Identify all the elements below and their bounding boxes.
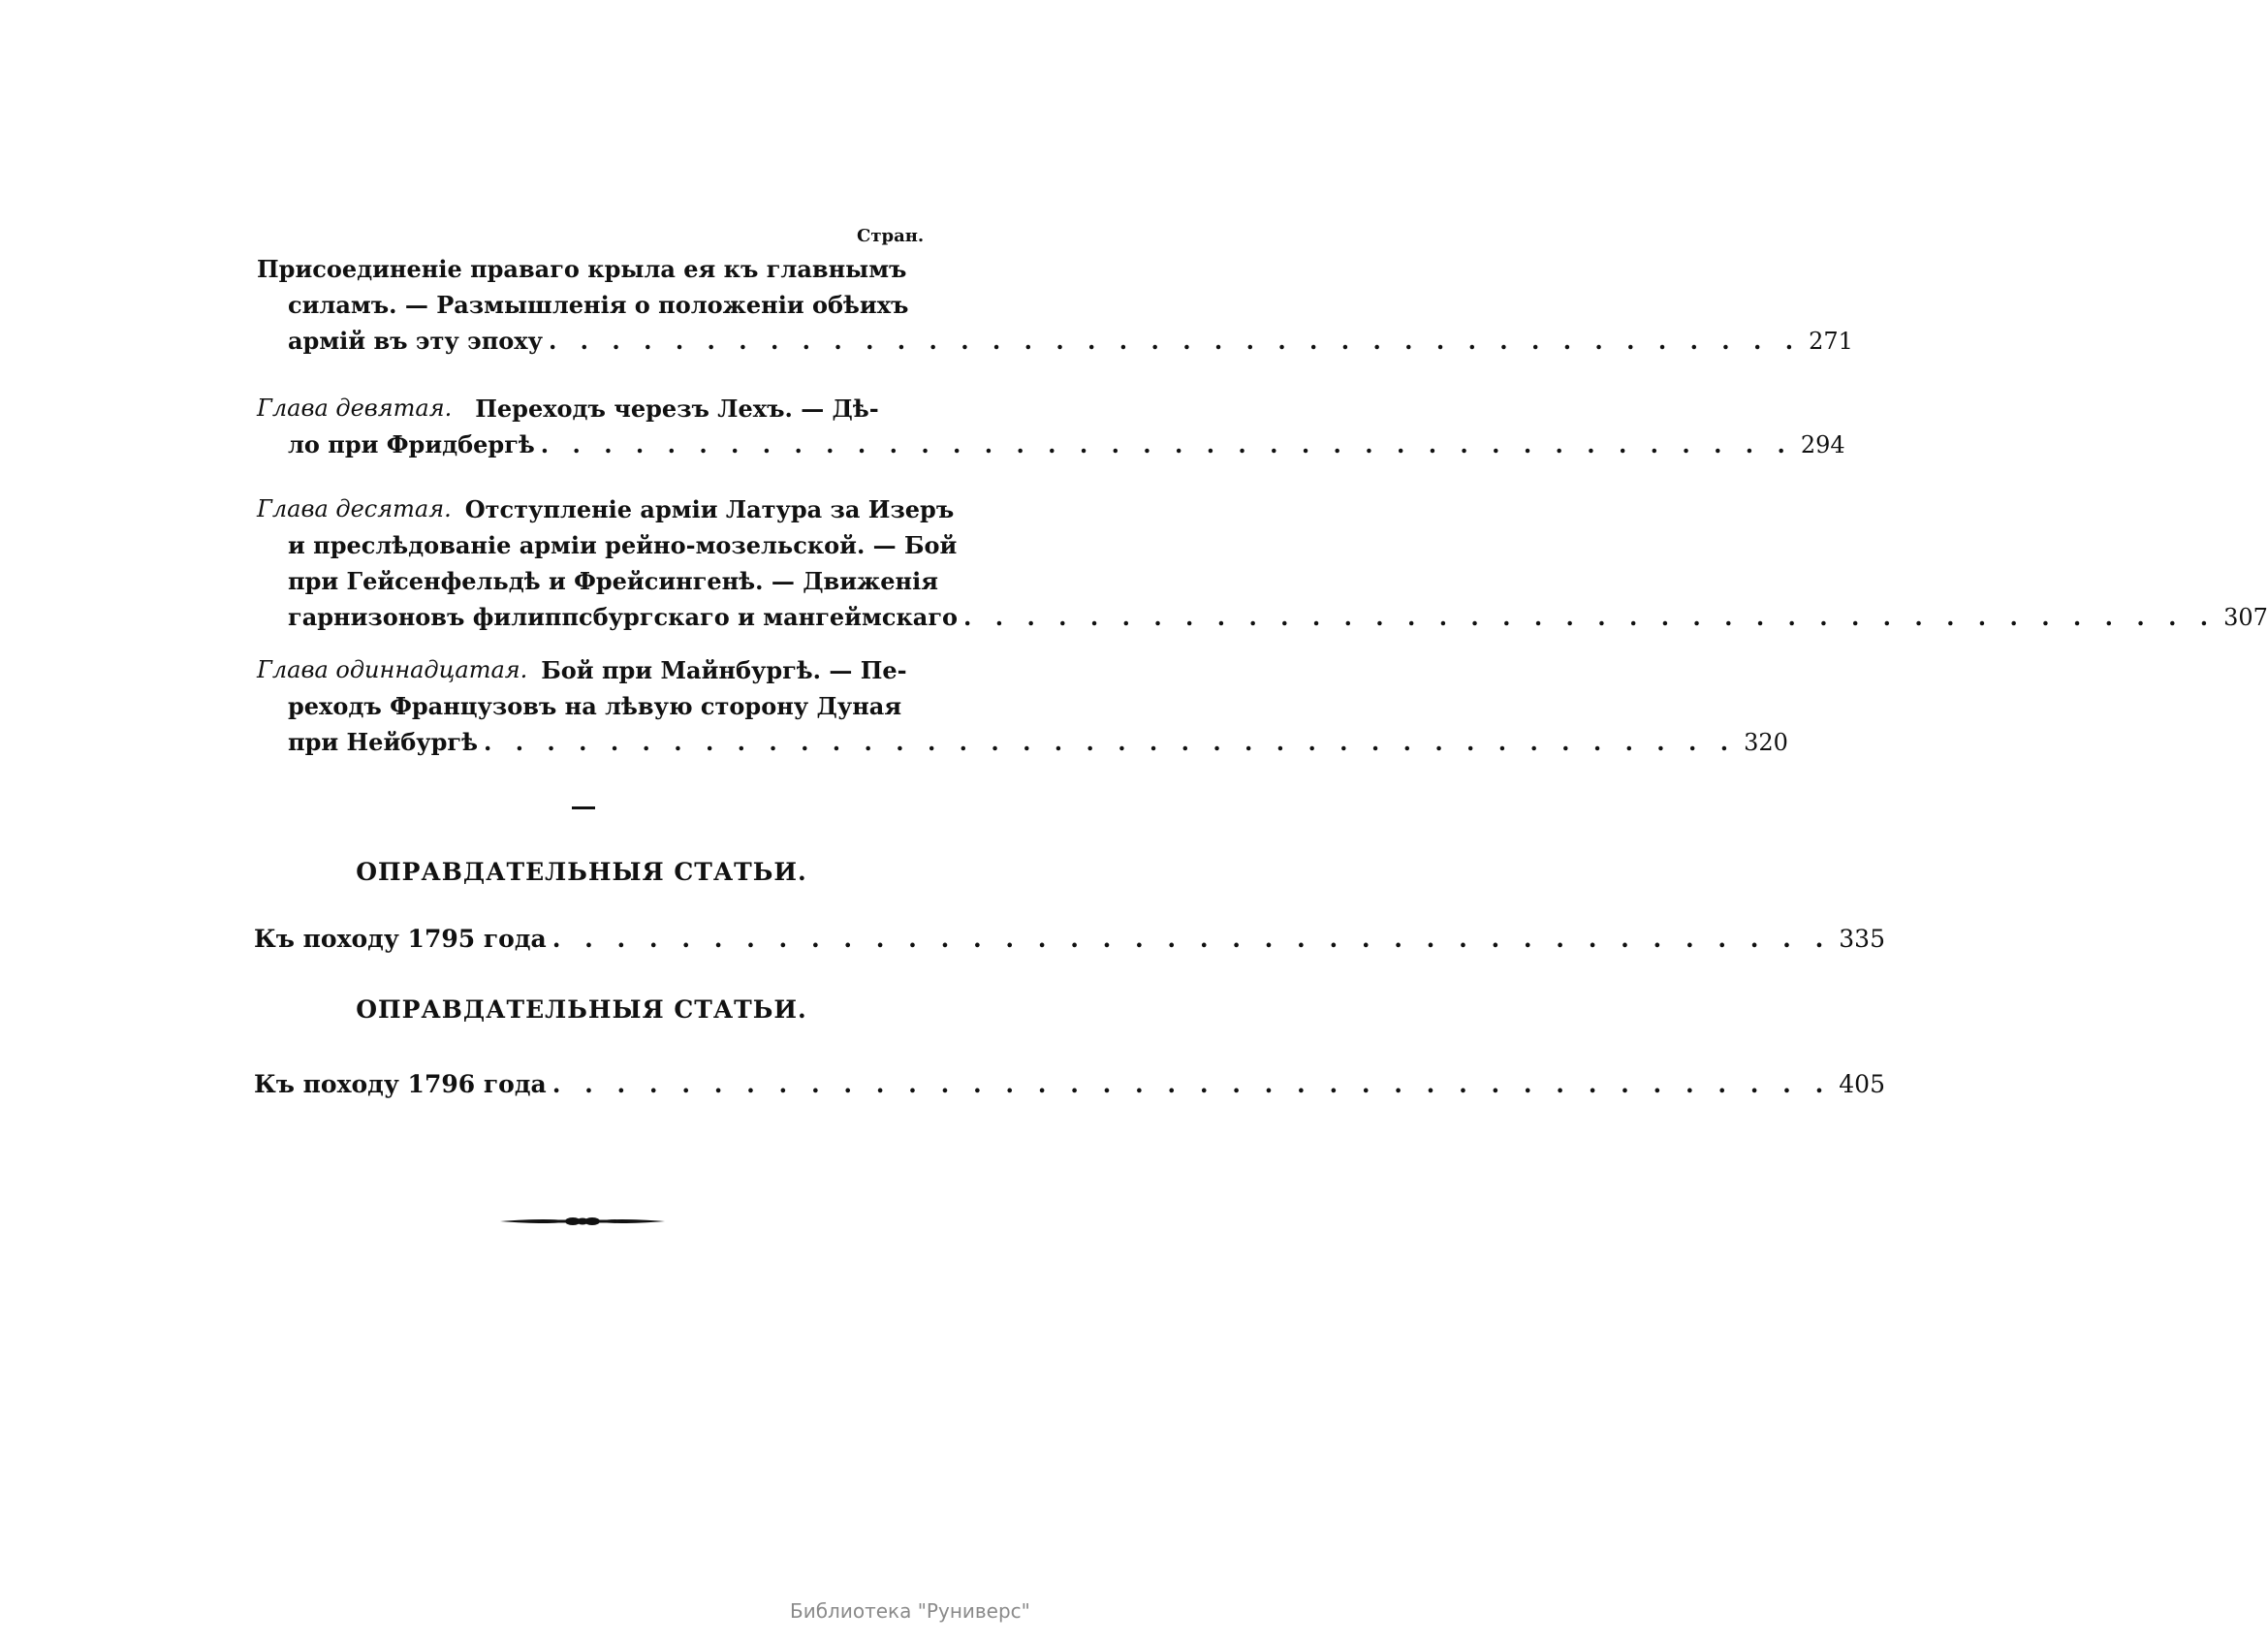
- toc-entry: [257, 652, 1788, 761]
- dot-leader: . . . . . . . . . . . . . . . . . . . . . . . . . . . . . . . . . . . . . . . .: [483, 728, 1737, 756]
- entry-leader-line: [254, 921, 1885, 957]
- entry-line: ло при Фридбергѣ: [288, 430, 535, 458]
- dot-leader: . . . . . . . . . . . . . . . . . . . . . . . . . . . . . . . . . . . . . . . .: [963, 603, 2217, 631]
- entry-line: Отступленіе арміи Латура за Изеръ: [464, 495, 955, 523]
- entry-line: Бой при Майнбургѣ. — Пе-: [541, 656, 907, 684]
- page-column-label: Стран.: [857, 226, 925, 246]
- page-number: 335: [1839, 925, 1885, 953]
- ornament-end-rule-icon: [500, 1216, 665, 1227]
- page-number: 271: [1809, 328, 1853, 355]
- dot-leader: . . . . . . . . . . . . . . . . . . . . . . . . . . . . . . . . . . . . . . . .: [551, 925, 1832, 953]
- entry-line: Переходъ черезъ Лехъ. — Дѣ-: [475, 395, 879, 423]
- page-number: 294: [1800, 431, 1845, 458]
- entry-line: армій въ эту эпоху: [288, 327, 543, 355]
- entry-line: реходъ Французовъ на лѣвую сторону Дуная: [288, 692, 902, 720]
- entry-first-line: [257, 652, 907, 688]
- toc-entry: [257, 391, 1845, 463]
- section-divider-dash: [572, 806, 595, 809]
- entry-leader-line: [257, 724, 1788, 761]
- entry-line: Присоединеніе праваго крыла ея къ главнымъ: [257, 255, 907, 283]
- entry-leader-line: [257, 426, 1845, 463]
- entry-first-line: [257, 491, 955, 527]
- entry-leader-line: [257, 323, 1853, 360]
- entry-line: при Гейсенфельдѣ и Фрейсингенѣ. — Движенія: [288, 567, 938, 595]
- chapter-label: Глава девятая.: [257, 395, 453, 422]
- appendix-entry: [254, 1066, 1885, 1102]
- entry-line: гарнизоновъ филиппсбургскаго и мангеймскаго: [288, 603, 959, 631]
- appendix-heading: ОПРАВДАТЕЛЬНЫЯ СТАТЬИ.: [356, 858, 807, 886]
- appendix-entry: [254, 921, 1885, 957]
- entry-leader-line: [257, 599, 2268, 636]
- entry-line: и преслѣдованіе арміи рейно-мозельской. — Бой: [288, 531, 958, 559]
- entry-leader-line: [254, 1066, 1885, 1102]
- library-watermark: Библиотека "Руниверс": [790, 1599, 1030, 1623]
- entry-line: силамъ. — Размышленія о положеніи обѣихъ: [288, 291, 909, 319]
- toc-entry: [257, 491, 2268, 636]
- entry-first-line: [257, 391, 879, 426]
- page-number: 307: [2223, 604, 2268, 631]
- dot-leader: . . . . . . . . . . . . . . . . . . . . . . . . . . . . . . . . . . . . . . . .: [548, 327, 1802, 355]
- page-number: 405: [1839, 1070, 1885, 1098]
- chapter-label: Глава одиннадцатая.: [257, 656, 528, 683]
- toc-entry: [257, 251, 1853, 360]
- appendix-text: Къ походу 1795 года: [254, 925, 547, 953]
- entry-line: при Нейбургѣ: [288, 728, 478, 756]
- chapter-label: Глава десятая.: [257, 495, 452, 522]
- appendix-text: Къ походу 1796 года: [254, 1070, 547, 1098]
- dot-leader: . . . . . . . . . . . . . . . . . . . . . . . . . . . . . . . . . . . . . . . .: [540, 430, 1793, 458]
- dot-leader: . . . . . . . . . . . . . . . . . . . . . . . . . . . . . . . . . . . . . . . .: [551, 1070, 1832, 1098]
- appendix-heading: ОПРАВДАТЕЛЬНЫЯ СТАТЬИ.: [356, 995, 807, 1024]
- page-number: 320: [1744, 729, 1788, 756]
